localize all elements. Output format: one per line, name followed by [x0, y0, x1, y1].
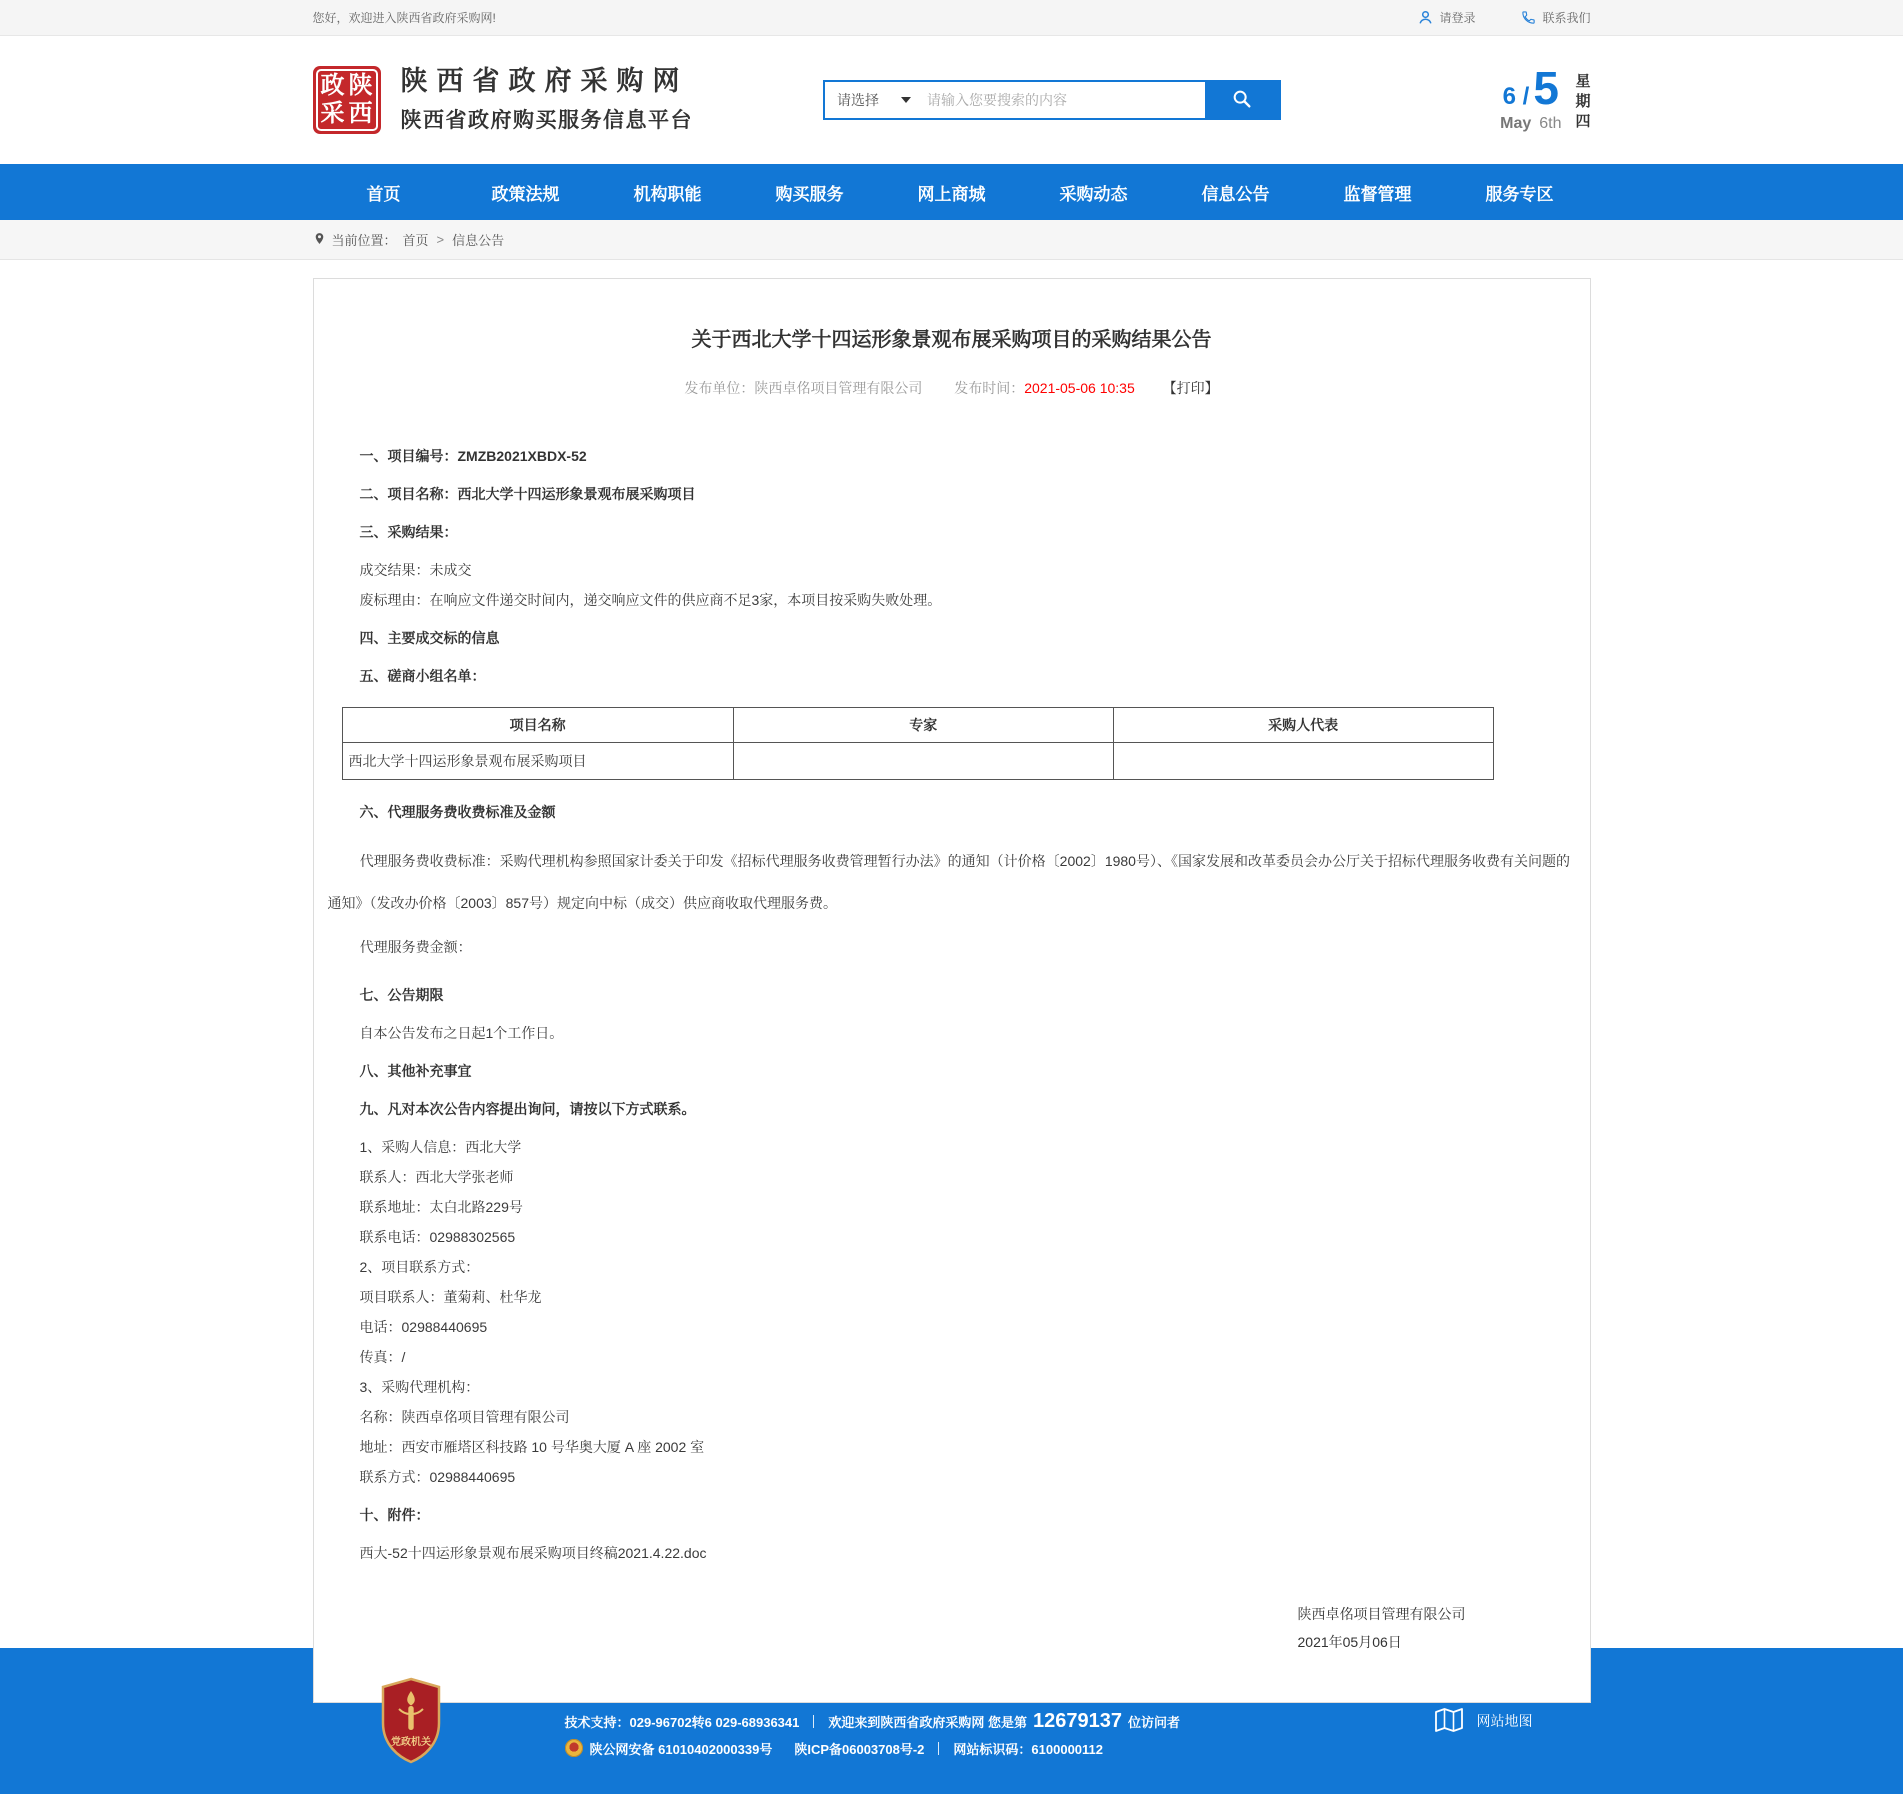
search-bar: [823, 80, 1281, 120]
footer-divider: [774, 1688, 775, 1701]
section-heading: 五、磋商小组名单：: [359, 668, 486, 684]
section-heading: 六、代理服务费收费标准及金额: [359, 804, 556, 820]
user-icon: [1418, 10, 1433, 25]
footer-welcome-suffix: 位访问者: [1127, 1714, 1180, 1730]
publisher-value: 陕西卓佲项目管理有限公司: [754, 380, 923, 396]
nav-item-label: 网上商城: [917, 184, 986, 204]
nav-item-label: 政策法规: [491, 184, 560, 204]
table-cell: [1113, 743, 1493, 780]
breadcrumb-home[interactable]: 首页: [402, 233, 429, 248]
body-paragraph: 代理服务费收费标准：采购代理机构参照国家计委关于印发《招标代理服务收费管理暂行办法》的通知（计价格〔2002〕1980号）、《国家发展和改革委员会办公厅关于招标代理服务收费有关问题的通知》（发改办价格〔2003〕857号）规定向中标（成交）供应商收取代理服务费。: [327, 853, 1570, 911]
nav-item-5[interactable]: [1023, 164, 1165, 220]
section-heading: 八、其他补充事宜: [359, 1063, 472, 1079]
table-cell: [733, 743, 1113, 780]
body-paragraph: 3、采购代理机构：: [359, 1379, 480, 1395]
nav-item-label: 服务专区: [1485, 184, 1554, 204]
search-button[interactable]: [1205, 82, 1279, 118]
body-paragraph: 地址：西安市雁塔区科技路 10 号华奥大厦 A 座 2002 室: [359, 1439, 705, 1455]
attachment-link[interactable]: 西大-52十四运形象景观布展采购项目终稿2021.4.22.doc: [359, 1545, 707, 1561]
section-heading: 二、项目名称：西北大学十四运形象景观布展采购项目: [359, 486, 696, 502]
publish-time-label: 发布时间：: [954, 380, 1025, 396]
footer-divider: [813, 1715, 814, 1728]
article-body: [328, 446, 1576, 1564]
table-header-cell: 采购人代表: [1113, 708, 1493, 743]
body-paragraph: 自本公告发布之日起1个工作日。: [359, 1025, 564, 1041]
logo-char: 陕: [348, 72, 373, 99]
article-title: 关于西北大学十四运形象景观布展采购项目的采购结果公告: [691, 329, 1212, 351]
date-day-en: 6th: [1539, 114, 1562, 132]
section-heading: 九、凡对本次公告内容提出询问，请按以下方式联系。: [359, 1101, 696, 1117]
body-paragraph: 代理服务费金额：: [359, 939, 472, 955]
search-select-label: 请选择: [837, 92, 879, 108]
map-icon: [1431, 1702, 1467, 1741]
nav-item-label: 监督管理: [1343, 184, 1412, 204]
table-cell: 西北大学十四运形象景观布展采购项目: [342, 743, 733, 780]
nav-item-0[interactable]: [313, 164, 455, 220]
chevron-down-icon: [901, 97, 911, 103]
body-paragraph: 联系地址：太白北路229号: [359, 1199, 523, 1215]
body-paragraph: 1、采购人信息：西北大学: [359, 1139, 522, 1155]
visitor-count: 12679137: [1033, 1709, 1122, 1732]
site-subtitle: 陕西省政府购买服务信息平台: [400, 109, 693, 133]
nav-item-7[interactable]: [1307, 164, 1449, 220]
body-paragraph: 联系人：西北大学张老师: [359, 1169, 514, 1185]
date-day: 6 /: [1502, 82, 1530, 110]
contact-label: 联系我们: [1542, 11, 1591, 25]
body-paragraph: 2、项目联系方式：: [359, 1259, 480, 1275]
topbar: [0, 0, 1903, 36]
article-meta: [328, 378, 1576, 398]
body-paragraph: 成交结果：未成交: [359, 562, 472, 578]
nav-item-label: 购买服务: [775, 184, 844, 204]
site-name: 陕西省政府采购网: [400, 65, 689, 96]
footer-welcome-prefix: 欢迎来到陕西省政府采购网 您是第: [828, 1714, 1027, 1730]
sitemap-link[interactable]: [1431, 1702, 1533, 1741]
footer-site-code: 网站标识码：6100000112: [953, 1741, 1104, 1757]
sitemap-label: 网站地图: [1476, 1713, 1533, 1729]
main-nav-list: [313, 164, 1591, 220]
search-icon: [1231, 88, 1253, 113]
main-nav: [0, 164, 1903, 220]
table-row: [342, 743, 1493, 780]
date-widget: [1500, 61, 1591, 133]
nav-item-1[interactable]: [455, 164, 597, 220]
body-paragraph: 废标理由：在响应文件递交时间内，递交响应文件的供应商不足3家，本项目按采购失败处理。: [359, 592, 942, 608]
login-link[interactable]: [1418, 9, 1475, 26]
table-header-cell: 项目名称: [342, 708, 733, 743]
breadcrumb-separator: >: [436, 232, 445, 247]
body-paragraph: 联系方式：02988440695: [359, 1469, 516, 1485]
contact-link[interactable]: [1521, 9, 1590, 26]
nav-item-2[interactable]: [597, 164, 739, 220]
footer: [0, 1648, 1903, 1794]
footer-tech-support: 技术支持：029-96702转6 029-68936341: [564, 1714, 800, 1730]
date-month-en: May: [1500, 114, 1532, 132]
phone-icon: [1521, 10, 1536, 25]
site-logo[interactable]: [313, 66, 381, 134]
negotiation-group-table: [342, 707, 1494, 780]
weekday-char: 星: [1575, 72, 1591, 90]
breadcrumb-label: 当前位置：: [331, 233, 397, 248]
search-input[interactable]: [921, 82, 1205, 118]
logo-char: 西: [348, 100, 373, 127]
body-paragraph: 联系电话：02988302565: [359, 1229, 516, 1245]
body-paragraph: 电话：02988440695: [359, 1319, 488, 1335]
body-paragraph: 名称：陕西卓佲项目管理有限公司: [359, 1409, 570, 1425]
section-heading: 四、主要成交标的信息: [359, 630, 500, 646]
nav-item-label: 信息公告: [1201, 184, 1270, 204]
publisher-label: 发布单位：: [684, 380, 755, 396]
date-month: 5: [1533, 61, 1559, 114]
nav-item-6[interactable]: [1165, 164, 1307, 220]
party-government-badge: [379, 1677, 443, 1765]
public-security-badge-icon: [565, 1739, 583, 1757]
section-heading: 七、公告期限: [359, 987, 444, 1003]
print-button[interactable]: 【打印】: [1162, 380, 1219, 396]
logo-char: 政: [320, 72, 345, 99]
footer-icp-number[interactable]: 陕ICP备06003708号-2: [794, 1741, 925, 1757]
section-heading: 三、采购结果：: [359, 524, 458, 540]
nav-item-label: 采购动态: [1059, 184, 1128, 204]
publish-time-value: 2021-05-06 10:35: [1024, 380, 1135, 396]
body-paragraph: 传真：/: [359, 1349, 406, 1365]
welcome-text: 您好，欢迎进入陕西省政府采购网!: [312, 11, 496, 25]
search-category-select[interactable]: [825, 82, 921, 118]
breadcrumb: [0, 220, 1903, 260]
logo-char: 采: [320, 100, 345, 127]
nav-item-label: 机构职能: [633, 184, 702, 204]
main-content: [0, 278, 1903, 1648]
article-panel: [313, 278, 1591, 1703]
footer-divider: [938, 1742, 939, 1755]
section-heading: 十、附件：: [359, 1507, 430, 1523]
footer-gongan-number[interactable]: 陕公网安备 61010402000339号: [589, 1741, 773, 1757]
body-paragraph: 项目联系人：董菊莉、杜华龙: [359, 1289, 542, 1305]
signature-date: 2021年05月06日: [1297, 1634, 1402, 1650]
site-header: [0, 36, 1903, 164]
location-pin-icon: [313, 231, 326, 249]
login-label: 请登录: [1439, 11, 1476, 25]
nav-item-4[interactable]: [881, 164, 1023, 220]
weekday-char: 期: [1575, 92, 1591, 110]
table-header-cell: 专家: [733, 708, 1113, 743]
weekday-char: 四: [1575, 112, 1591, 130]
breadcrumb-current[interactable]: 信息公告: [452, 233, 505, 248]
nav-item-3[interactable]: [739, 164, 881, 220]
nav-item-label: 首页: [366, 184, 401, 204]
footer-organizer[interactable]: 陕西省财政厅信息化建设管理处承办: [788, 1687, 997, 1703]
footer-badge-label: 党政机关: [390, 1737, 431, 1748]
nav-item-8[interactable]: [1449, 164, 1591, 220]
footer-host[interactable]: 陕西省财政厅政府采购管理处主办: [564, 1687, 760, 1703]
section-heading: 一、项目编号：ZMZB2021XBDX-52: [359, 448, 587, 464]
signature-company: 陕西卓佲项目管理有限公司: [1297, 1606, 1466, 1622]
date-weekday: [1575, 68, 1590, 132]
